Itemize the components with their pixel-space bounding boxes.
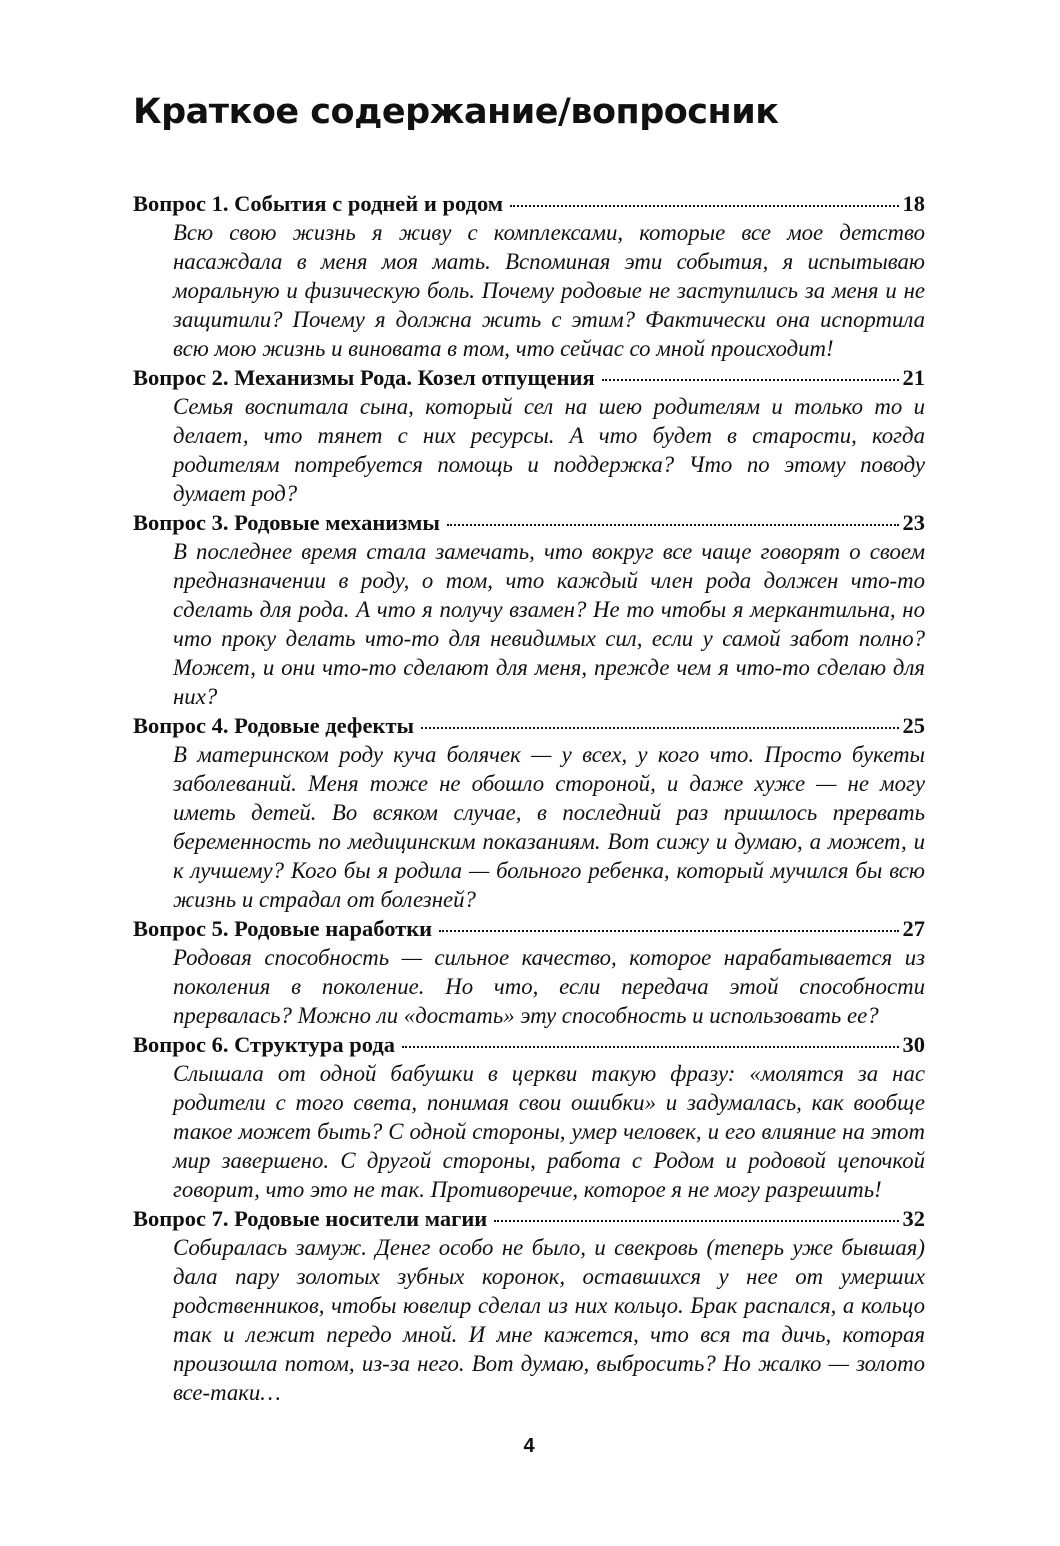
toc-entry-title: Вопрос 3. Родовые механизмы bbox=[133, 510, 440, 535]
toc-entry-heading[interactable] bbox=[133, 508, 925, 537]
toc-entry-title: Вопрос 5. Родовые наработки bbox=[133, 916, 433, 941]
toc-entry-page: 27 bbox=[902, 916, 925, 941]
toc-entry-description: Семья воспитала сына, который сел на шею родителям и только то и делает, что тянет с них ресурсы. А что будет в старости, когда родителям потребуется помощь и поддержка? Что по этому поводу думает род? bbox=[173, 394, 925, 506]
table-of-contents bbox=[133, 189, 925, 1407]
toc-entry-page: 18 bbox=[902, 191, 925, 216]
toc-entry-description: В последнее время стала замечать, что вокруг все чаще говорят о своем предназначении в роду, о том, что каждый член рода должен что-то сделать для рода. А что я получу взамен? Не то чтобы я меркантильна, но что проку делать что-то для невидимых сил, если у самой забот полно? Может, и они что-то сделают для меня, прежде чем я что-то сделаю для них? bbox=[173, 539, 925, 709]
toc-entry-heading[interactable] bbox=[133, 363, 925, 392]
toc-entry-4 bbox=[133, 711, 925, 914]
toc-entry-description: Всю свою жизнь я живу с комплексами, которые все мое детство насаждала в меня моя мать. Вспоминая эти события, я испытываю моральную и физическую боль. Почему родовые не заступились за меня и не защитили? Почему я должна жить с этим? Фактически она испортила всю мою жизнь и виновата в том, что сейчас со мной происходит! bbox=[173, 220, 925, 361]
toc-entry-heading[interactable] bbox=[133, 1204, 925, 1233]
toc-entry-2 bbox=[133, 363, 925, 508]
toc-entry-page: 25 bbox=[902, 713, 925, 738]
toc-entry-5 bbox=[133, 914, 925, 1030]
toc-entry-heading[interactable] bbox=[133, 711, 925, 740]
dot-leader bbox=[439, 930, 898, 932]
toc-entry-page: 30 bbox=[902, 1032, 925, 1057]
toc-entry-page: 32 bbox=[902, 1206, 925, 1231]
dot-leader bbox=[447, 524, 899, 526]
dot-leader bbox=[510, 205, 898, 207]
toc-entry-description: Слышала от одной бабушки в церкви такую фразу: «молятся за нас родители с того света, понимая свои ошибки» и задумалась, как вообще такое может быть? С одной стороны, умер человек, и его влияние на этот мир завершено. С другой стороны, работа с Родом и родовой цепочкой говорит, что это не так. Противоречие, которое я не могу разрешить! bbox=[173, 1061, 925, 1202]
toc-entry-page: 23 bbox=[902, 510, 925, 535]
toc-entry-title: Вопрос 2. Механизмы Рода. Козел отпущения bbox=[133, 365, 595, 390]
dot-leader bbox=[602, 379, 899, 381]
toc-entry-page: 21 bbox=[902, 365, 925, 390]
toc-entry-title: Вопрос 7. Родовые носители магии bbox=[133, 1206, 488, 1231]
book-page bbox=[133, 0, 925, 1546]
toc-entry-7 bbox=[133, 1204, 925, 1407]
toc-entry-title: Вопрос 1. События с родней и родом bbox=[133, 191, 504, 216]
toc-entry-description: Собиралась замуж. Денег особо не было, и свекровь (теперь уже бывшая) дала пару золотых зубных коронок, оставшихся у нее от умерших родственников, чтобы ювелир сделал из них кольцо. Брак распался, а кольцо так и лежит передо мной. И мне кажется, что вся та дичь, которая произошла потом, из-за него. Вот думаю, выбросить? Но жалко — золото все-таки… bbox=[173, 1235, 925, 1405]
toc-entry-heading[interactable] bbox=[133, 914, 925, 943]
dot-leader bbox=[421, 727, 898, 729]
toc-entry-title: Вопрос 4. Родовые дефекты bbox=[133, 713, 415, 738]
dot-leader bbox=[494, 1220, 898, 1222]
dot-leader bbox=[402, 1046, 899, 1048]
toc-entry-1 bbox=[133, 189, 925, 363]
toc-entry-title: Вопрос 6. Структура рода bbox=[133, 1032, 395, 1057]
toc-entry-3 bbox=[133, 508, 925, 711]
toc-entry-heading[interactable] bbox=[133, 1030, 925, 1059]
toc-entry-6 bbox=[133, 1030, 925, 1204]
toc-entry-description: В материнском роду куча болячек — у всех, у кого что. Просто букеты заболеваний. Меня тоже не обошло стороной, и даже хуже — не могу иметь детей. Во всяком случае, в последний раз пришлось прервать беременность по медицинским показаниям. Вот сижу и думаю, а может, и к лучшему? Кого бы я родила — больного ребенка, который мучился бы всю жизнь и страдал от болезней? bbox=[173, 742, 925, 912]
page-title: Краткое содержание/вопросник bbox=[133, 92, 779, 132]
toc-entry-heading[interactable] bbox=[133, 189, 925, 218]
toc-entry-description: Родовая способность — сильное качество, которое нарабатывается из поколения в поколение. Но что, если передача этой способности прервалась? Можно ли «достать» эту способность и использовать ее? bbox=[173, 945, 925, 1028]
page-number: 4 bbox=[523, 1435, 535, 1457]
